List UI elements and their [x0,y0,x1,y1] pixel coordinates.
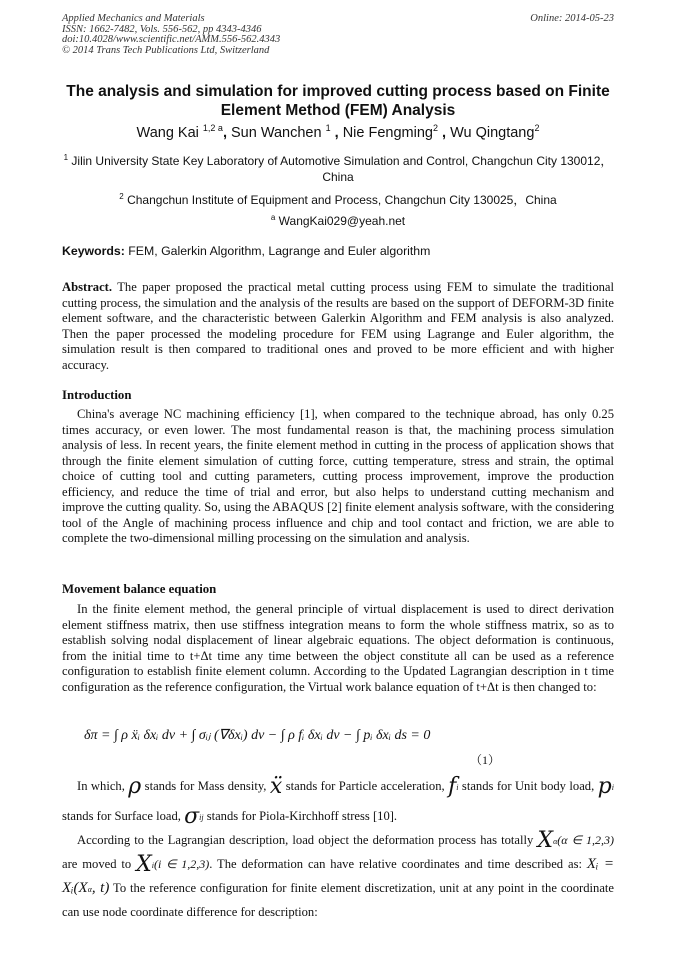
where-text: stands for Piola-Kirchhoff stress [10]. [203,809,398,823]
affiliation-mark: 2 [119,192,124,201]
lagrange-paragraph [62,829,614,924]
author-sup: 2 [432,123,438,133]
keywords-text: FEM, Galerkin Algorithm, Lagrange and Euler algorithm [124,244,431,258]
body-load-symbol: f [448,774,457,799]
alpha-index: α [87,885,92,894]
journal-name: Applied Mechanics and Materials [62,13,205,24]
affiliation-mark: 1 [63,153,69,162]
i-index: i [151,861,154,870]
affiliation-text: Changchun Institute of Equipment and Process, Changchun City 130025，China [127,193,557,207]
index-ij: ij [199,813,204,822]
i-range: (i ∈ 1,2,3) [154,857,210,871]
author-name: Wu Qingtang [450,125,535,141]
equation-lhs: δπ = [84,728,114,743]
relative-coordinates: Xᵢ = Xᵢ(X [62,856,614,896]
where-text: stands for Mass density, [141,779,270,793]
keywords [62,244,614,258]
acceleration-symbol: ẍ [269,774,283,799]
movement-body [62,602,614,695]
x-alpha-symbol: X [537,828,554,853]
abstract-label: Abstract. [62,280,113,294]
section-heading-introduction: Introduction [62,388,132,402]
author-name: Wang Kai [136,125,203,141]
symbol-definitions [62,772,614,832]
introduction-body [62,407,614,547]
author-name: Sun Wanchen [231,125,326,141]
lagrange-text: According to the Lagrangian description, load object the deformation process has totally [77,833,538,847]
lagrange-text: . The deformation can have relative coordinates and time described as: [209,857,587,871]
alpha-index: α [553,837,558,846]
journal-header [62,14,280,56]
where-text: stands for Particle acceleration, [282,779,449,793]
virtual-work-equation [84,727,544,744]
email-text[interactable]: WangKai029@yeah.net [278,214,406,228]
index-i: i [456,783,459,792]
author-sup: 1,2 a [202,123,223,133]
relative-coordinates-end: , t) [91,880,110,896]
where-text: In which, [77,779,129,793]
where-text: stands for Surface load, [62,809,185,823]
equation-body: ∫ ρ ẍᵢ δxᵢ dv + ∫ σᵢⱼ (∇δxᵢ) dv − ∫ ρ fᵢ δxᵢ dv − ∫ pᵢ δxᵢ ds = 0 [113,728,431,743]
paper-title: The analysis and simulation for improved cutting process based on Finite Element Method (FEM) Analysis [66,83,610,119]
rho-symbol: ρ [128,774,142,799]
movement-paragraph: In the finite element method, the general principle of virtual displacement is used to direct derivation element stiffness matrix, then use stiffness integration means to form the whole stiffness matrix, so as to establish solving nodal displacement of linear algebraic equations. The object deformation is continuous, from the initial time to t+Δt time any time between the object constitute all can be used as a reference configuration to establish finite element column. According to the Updated Lagrangian description in t time configuration as the reference configuration, the Virtual work balance equation of t+Δt is then changed to: [62,602,614,694]
surface-load-symbol: p [597,774,612,799]
issn-line: ISSN: 1662-7482, Vols. 556-562, pp 4343-4346 [62,23,262,35]
author-sup: 1 [325,123,331,133]
introduction-paragraph: China's average NC machining efficiency [1], when compared to the technique abroad, has only 0.25 times accuracy, or even lower. The most fundamental reason is that, the machining process simulation analysis of less. In recent years, the finite element method in cutting in the process of application shows that through the finite element simulation of cutting force, cutting temperature, stress and strain, the optimal choice of cutting tool and cutting parameters, cutting process improvement, improve the production efficiency, and reduce the time of trial and error, but also helps to understand cutting mechanism and improve the cutting quality. So, using the ABAQUS [2] finite element analysis software, with the considering tool of the Angle of machining process influence and chip and tool contact and friction, we are able to complete the two-dimensional milling processing on the simulation and analysis. [62,407,614,545]
index-i: i [611,783,614,792]
affiliation-1 [62,150,614,185]
keywords-label: Keywords: [62,244,125,258]
online-date: Online: 2014-05-23 [530,13,614,24]
author-list: Wang Kai $^{1,2 a}$, Sun Wanchen $^1$ , Nie Fengming$^2$ , Wu Qingtang$^2$ [136,123,540,141]
stress-symbol: σ [184,804,200,829]
affiliation-2 [62,189,614,208]
author-sup: 2 [534,123,540,133]
copyright-line: © 2014 Trans Tech Publications Ltd, Switzerland [62,44,270,56]
x-i-symbol: X [136,852,152,877]
alpha-range: (α ∈ 1,2,3) [557,833,614,847]
author-name: Nie Fengming [342,125,433,141]
affiliation-text: Jilin University State Key Laboratory of Automotive Simulation and Control, Changchun City 130012，China [71,154,613,184]
email-mark: a [270,213,276,222]
lagrange-text: To the reference configuration for finite element discretization, unit at any point in the coordinate can use node coordinate difference for description: [62,881,614,919]
equation-number: （1） [470,753,501,767]
author-email [62,210,614,229]
abstract-text: The paper proposed the practical metal cutting process using FEM to simulate the traditional cutting process, the simulation and the analysis of the results are based on the support of DEFORM-3D finite element software, and the characteristic between Galerkin Algorithm and FEM analysis is also analyzed. Then the paper processed the modeling procedure for FEM using Lagrange and Euler algorithm, the simulation result is then compared to traditional ones and proved to be more efficient and with higher accuracy. [62,280,614,372]
where-text: stands for Unit body load, [458,779,598,793]
abstract [62,280,614,373]
doi-line[interactable]: doi:10.4028/www.scientific.net/AMM.556-562.4343 [62,34,281,46]
lagrange-text: are moved to [62,857,137,871]
section-heading-movement: Movement balance equation [62,582,217,596]
